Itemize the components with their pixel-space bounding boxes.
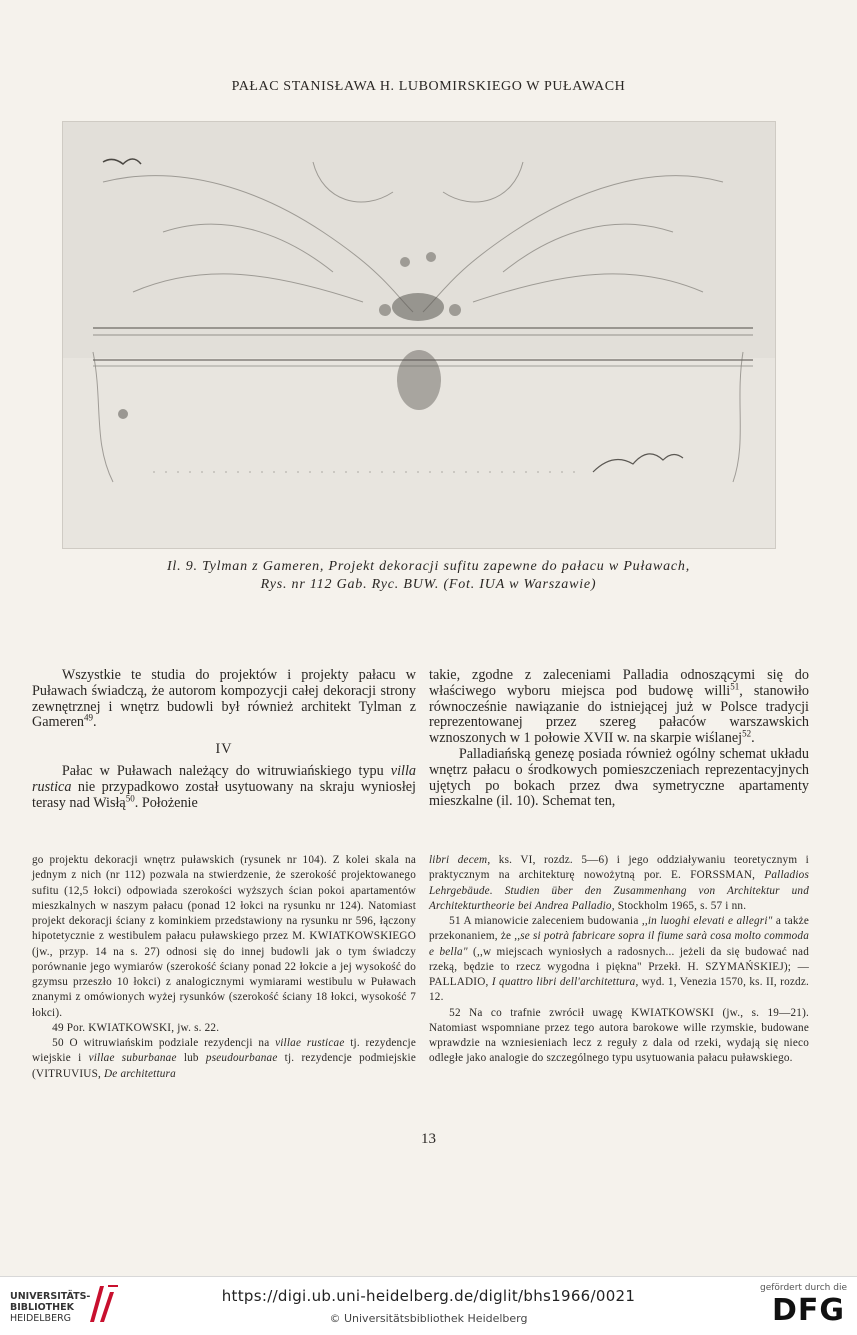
p3-text-b: , stanowiło równocześnie nawiązanie do istniejącej już w Polsce tradycji reprezentowanej przez szereg pałaców warszawskich wznoszonych w 1 połowie XVII w. na skarpie wiślanej	[429, 682, 809, 747]
fn51-text-b: a także przekonaniem, że	[429, 915, 810, 943]
footnote-ref-51[interactable]: 51	[730, 681, 740, 692]
p1-text: Wszystkie te studia do projektów i projekty pałacu w Puławach świadczą, że autorom kompozycji całej dekoracji strony zewnętrznej i wnętrz budowli był również architekt Tylman z Gameren	[32, 667, 416, 731]
paragraph-2	[32, 764, 416, 811]
fn50-text-b: tj. rezydencje wiejskie i	[32, 1037, 416, 1065]
fn50-em-2: villae suburbanae	[88, 1052, 177, 1065]
fn50-text-c: lub	[176, 1052, 206, 1065]
paragraph-3	[429, 668, 809, 747]
fn51-text-c: (,,w miejscach wyniosłych a radosnych... jeżeli da się budować nad rzeką, będzie to rzecz wygodna i piękna" Przekł. H. SZYMAŃSKIEJ); — PALLADIO,	[429, 945, 809, 988]
body-column-left	[32, 668, 416, 811]
fn51-em-2: ,,se si potrà fabricare sopra il fiume sarà cosa molto commoda e bella"	[429, 930, 809, 958]
page-number: 13	[421, 1131, 436, 1147]
viewer-footer	[0, 1276, 857, 1335]
funding-note: gefördert durch die	[760, 1283, 847, 1293]
footnote-52: 52 Na co trafnie zwrócił uwagę KWIATKOWSKI (jw., s. 19—21). Natomiast wspomniane przez tego autora barokowe wille rzymskie, budowane wprawdzie na wzniesieniach lecz z reguły z dala od rzeki, wydają się nieco odległe jako analogie do szczególnego typu usytuowania pałacu puławskiego.	[429, 1006, 809, 1065]
fn50-em-4: De architettura	[104, 1067, 176, 1080]
footnote-50-continuation	[429, 853, 809, 914]
library-line-1: UNIVERSITÄTS-	[10, 1291, 91, 1302]
footnote-ref-49[interactable]: 49	[84, 712, 93, 723]
ceiling-drawing-sketch	[63, 122, 775, 548]
fn51-text-d: wyd. 1, Venezia 1570, ks. II, rozdz. 12.	[429, 976, 810, 1004]
caption-line-2: Rys. nr 112 Gab. Ryc. BUW. (Fot. IUA w Warszawie)	[260, 577, 597, 592]
footnotes-left	[32, 853, 416, 1082]
permalink-url[interactable]: https://digi.ub.uni-heidelberg.de/diglit/bhs1966/0021	[221, 1287, 636, 1305]
dfg-logo[interactable]: DFG	[771, 1293, 845, 1328]
fn50-text-d: tj. rezydencje podmiejskie (VITRUVIUS,	[32, 1052, 416, 1080]
library-line-3: HEIDELBERG	[10, 1313, 72, 1324]
caption-line-1: Il. 9. Tylman z Gameren, Projekt dekoracji sufitu zapewne do pałacu w Puławach,	[166, 559, 691, 574]
running-title: PAŁAC STANISŁAWA H. LUBOMIRSKIEGO W PUŁAWACH	[231, 79, 626, 94]
section-number: IV	[215, 741, 233, 758]
footnote-50	[32, 1036, 416, 1082]
p3-text-a: takie, zgodne z zaleceniami Palladia odnoszącymi się do właściwego wyboru miejsca pod budowę willi	[429, 667, 809, 699]
footnote-51	[429, 914, 809, 1006]
figure-caption	[60, 558, 797, 594]
fn51-text-a: 51 A mianowicie zaleceniem budowania	[449, 915, 642, 927]
fn50c-end: Stockholm 1965, s. 57 i nn.	[614, 899, 747, 912]
fn50-text-a: 50 O witruwiańskim podziale rezydencji na	[52, 1037, 276, 1049]
copyright-notice: © Universitätsbibliothek Heidelberg	[329, 1312, 528, 1325]
body-column-right	[429, 668, 809, 810]
footnotes-right	[429, 853, 809, 1067]
fn50c-em-1: libri decem	[429, 854, 488, 866]
fn50-em-1: villae rusticae	[275, 1037, 345, 1049]
p2-text-a: Pałac w Puławach należący do witruwiańskiego typu	[61, 762, 391, 779]
footnote-ref-52[interactable]: 52	[742, 728, 752, 739]
paragraph-4: Palladiańską genezę posiada również ogólny schemat układu wnętrz pałacu o środkowych pomieszczeniach reprezentacyjnych ujętych po bokach przez dwa symetryczne apartamenty mieszkalne (il. 10). Schemat ten,	[429, 745, 809, 810]
p2-emphasis: villa rustica	[32, 762, 416, 795]
ceiling-drawing-plate	[62, 121, 776, 549]
p1-end: .	[93, 714, 97, 731]
p2-text-b: nie przypadkowo został usytuowany na skraju wyniosłej terasy nad Wisłą	[32, 778, 416, 811]
fn51-em-3: I quattro libri dell'architettura,	[491, 976, 639, 988]
paragraph-1	[32, 668, 416, 731]
fn50-em-3: pseudourbanae	[205, 1052, 278, 1065]
p2-text-c: . Położenie	[134, 794, 198, 811]
library-line-2: BIBLIOTHEK	[10, 1302, 74, 1313]
footnote-ref-50[interactable]: 50	[125, 792, 135, 803]
fn50c-em-2: Palladios Lehrgebäude. Studien über den Zusammenhang von Architektur und Architekturtheorie bei Andrea Palladio,	[429, 869, 809, 912]
fn51-em-1: ,,in luoghi elevati e allegri"	[641, 915, 773, 927]
fn50c-text: , ks. VI, rozdz. 5—6) i jego oddziaływaniu teoretycznym i praktycznym na architekturę nowożytną por. E. FORSSMAN,	[429, 854, 809, 882]
footnote-49: 49 Por. KWIATKOWSKI, jw. s. 22.	[52, 1021, 220, 1034]
footnote-48-continuation: go projektu dekoracji wnętrz puławskich (rysunek nr 104). Z kolei skala na jednym z nich (nr 112) pozwala na stwierdzenie, że szerokość projektowanego sufitu (12,5 łokci) odpowiada szerokości wyższych ścian pokoi apartamentów mieszkalnych w naszym pałacu (ponad 12 łokci na rysunku nr 124). Natomiast projekt dekoracji ściany z kominkiem przedstawiony na rysunku nr 596, łączony hipotetycznie z westibulem pałacu puławskiego przez M. KWIATKOWSKIEGO (jw., przyp. 14 na s. 27) odnosi się do innej budowli jak o tym świadczy porównanie jego wymiarów (szerokość ściany ponad 22 łokcie a jej wysokość do gzymsu przeszło 10 łokci) z analogicznymi wymiarami westibulu w Puławach znanymi z omówionych wyżej rysunków (szerokość ściany 18 łokci, wysokość 7 łokci).	[32, 854, 416, 1019]
p3-text-c: .	[751, 730, 755, 747]
